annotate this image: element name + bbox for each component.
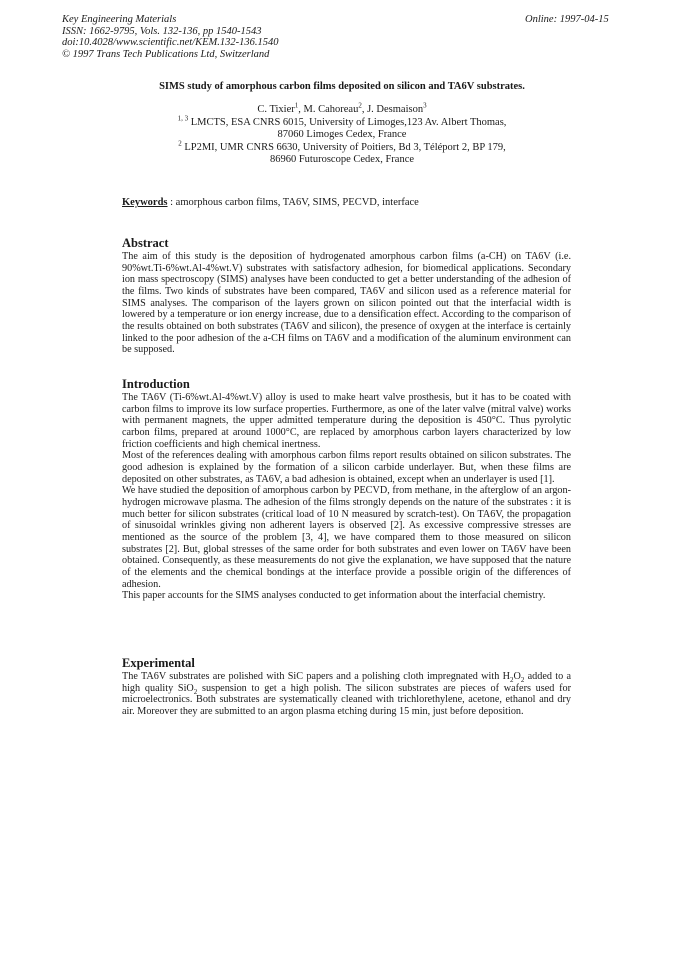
abstract-text: The aim of this study is the deposition of hydrogenated amorphous carbon films (a-CH) on TA6V (i.e. 90%wt.Ti-6%wt.Al-4%wt.V) substrates with satisfactory adhesion, for biomedical applications. Secondary ion mass spectroscopy (SIMS) analyses have been conducted to get a better understanding of the adhesion of the films. Two kinds of substrates have been compared, TA6V and silicon used as a reference material for SIMS analyses. The comparison of the layers grown on silicon pointed out that the interfacial width is lowered by a temperature or ion energy increase, due to a densification effect. According to the comparison of the results obtained on both substrates (TA6V and silicon), the presence of oxygen at the interface is certainly linked to the poor adhesion of the a-CH films on TA6V and a modification of the aluminum environment can be supposed.	[122, 251, 571, 356]
author-block	[142, 101, 542, 167]
affiliation-1	[142, 114, 542, 130]
paper-title: SIMS study of amorphous carbon films deposited on silicon and TA6V substrates.	[159, 81, 525, 92]
experimental-section	[122, 656, 571, 718]
keywords-text: : amorphous carbon films, TA6V, SIMS, PECVD, interface	[167, 197, 419, 208]
experimental-text-4: suspension to get a high polish. The silicon substrates are pieces of wafers used for microelectronics. Both substrates are systematically cleaned with trichlorethylene, acetone, ethanol and dry air. Moreover they are submitted to an argon plasma etching during 15 min, just before deposition.	[122, 682, 572, 717]
affiliation-2-sup: 2	[178, 139, 182, 148]
h2o2-sub-2: 2	[520, 676, 525, 685]
author-3: , J. Desmaison	[361, 104, 424, 115]
introduction-paragraph-4: This paper accounts for the SIMS analyses conducted to get information about the interfacial chemistry.	[122, 590, 546, 602]
introduction-heading: Introduction	[122, 377, 190, 391]
issn-line: ISSN: 1662-9795, Vols. 132-136, pp 1540-1543	[62, 25, 262, 37]
journal-header	[62, 14, 422, 60]
doi-line: doi:10.4028/www.scientific.net/KEM.132-136.1540	[62, 37, 279, 48]
introduction-paragraph-1: The TA6V (Ti-6%wt.Al-4%wt.V) alloy is used to make heart valve prosthesis, but it has to be coated with carbon films to improve its low surface properties. Furthermore, as one of the later valve (mitral valve) works with permanent magnets, the upper admitted temperature during the deposition is 450°C. Thus pyrolytic carbon films, prepared at around 1000°C, are replaced by amorphous carbon layers characterized by low friction coefficients and high chemical inertness.	[122, 392, 571, 450]
experimental-paragraph	[122, 671, 571, 718]
affiliation-1-sup: 1, 3	[177, 114, 189, 123]
introduction-section	[122, 377, 571, 602]
introduction-paragraph-2: Most of the references dealing with amorphous carbon films report results obtained on silicon substrates. The good adhesion is explained by the formation of a silicon carbide underlayer. But, when these films are deposited on other substrates, as TA6V, a bad adhesion is obtained, except when an underlayer is used [1].	[122, 450, 571, 485]
copyright-line: © 1997 Trans Tech Publications Ltd, Switzerland	[62, 48, 270, 60]
author-2: , M. Cahoreau	[298, 104, 359, 115]
journal-name: Key Engineering Materials	[62, 14, 177, 25]
introduction-paragraph-3: We have studied the deposition of amorphous carbon by PECVD, from methane, in the afterglow of an argon-hydrogen microwave plasma. The adhesion of the films strongly depends on the nature of the substrates : it is much better for silicon substrates (critical load of 10 N measured by scratch-test). On TA6V, the propagation of sinusoidal wrinkles giving non adherent layers is observed [2]. As excessive compressive stresses are mentioned as the source of the problem [3, 4], we have compared them to those measured on silicon substrates [2]. But, global stresses of the same order for both substrates and even lower on TA6V have been obtained. Consequently, as these measurements do not give the explanation, we have supposed that the nature of the elements and the chemical bondings at the interface provide a possible origin of the differences of adhesion.	[122, 485, 571, 590]
keywords-label: Keywords	[122, 197, 168, 208]
sio2-sub: 2	[193, 687, 198, 696]
experimental-text-3: added to a high quality SiO	[122, 671, 571, 694]
abstract-heading: Abstract	[122, 236, 169, 250]
experimental-text-1: The TA6V substrates are polished with SiC papers and a polishing cloth impregnated with H	[122, 671, 510, 682]
author-1: C. Tixier	[257, 104, 295, 115]
experimental-text-2: O	[513, 671, 521, 682]
affiliation-2-line-2: 86960 Futuroscope Cedex, France	[269, 154, 415, 166]
author-3-sup: 3	[423, 101, 427, 110]
keywords	[122, 196, 602, 209]
h2o2-sub-1: 2	[509, 676, 514, 685]
author-list	[142, 101, 542, 117]
experimental-heading: Experimental	[122, 656, 195, 670]
affiliation-2-line-1: LP2MI, UMR CNRS 6630, University of Poitiers, Bd 3, Téléport 2, BP 179,	[181, 141, 506, 153]
online-date: Online: 1997-04-15	[525, 14, 609, 25]
affiliation-2	[142, 139, 542, 155]
author-1-sup: 1	[294, 101, 299, 110]
author-2-sup: 2	[358, 101, 362, 110]
affiliation-1-line-2: 87060 Limoges Cedex, France	[277, 129, 407, 141]
abstract-section	[122, 236, 571, 356]
affiliation-1-line-1: LMCTS, ESA CNRS 6015, University of Limoges,123 Av. Albert Thomas,	[188, 116, 507, 128]
